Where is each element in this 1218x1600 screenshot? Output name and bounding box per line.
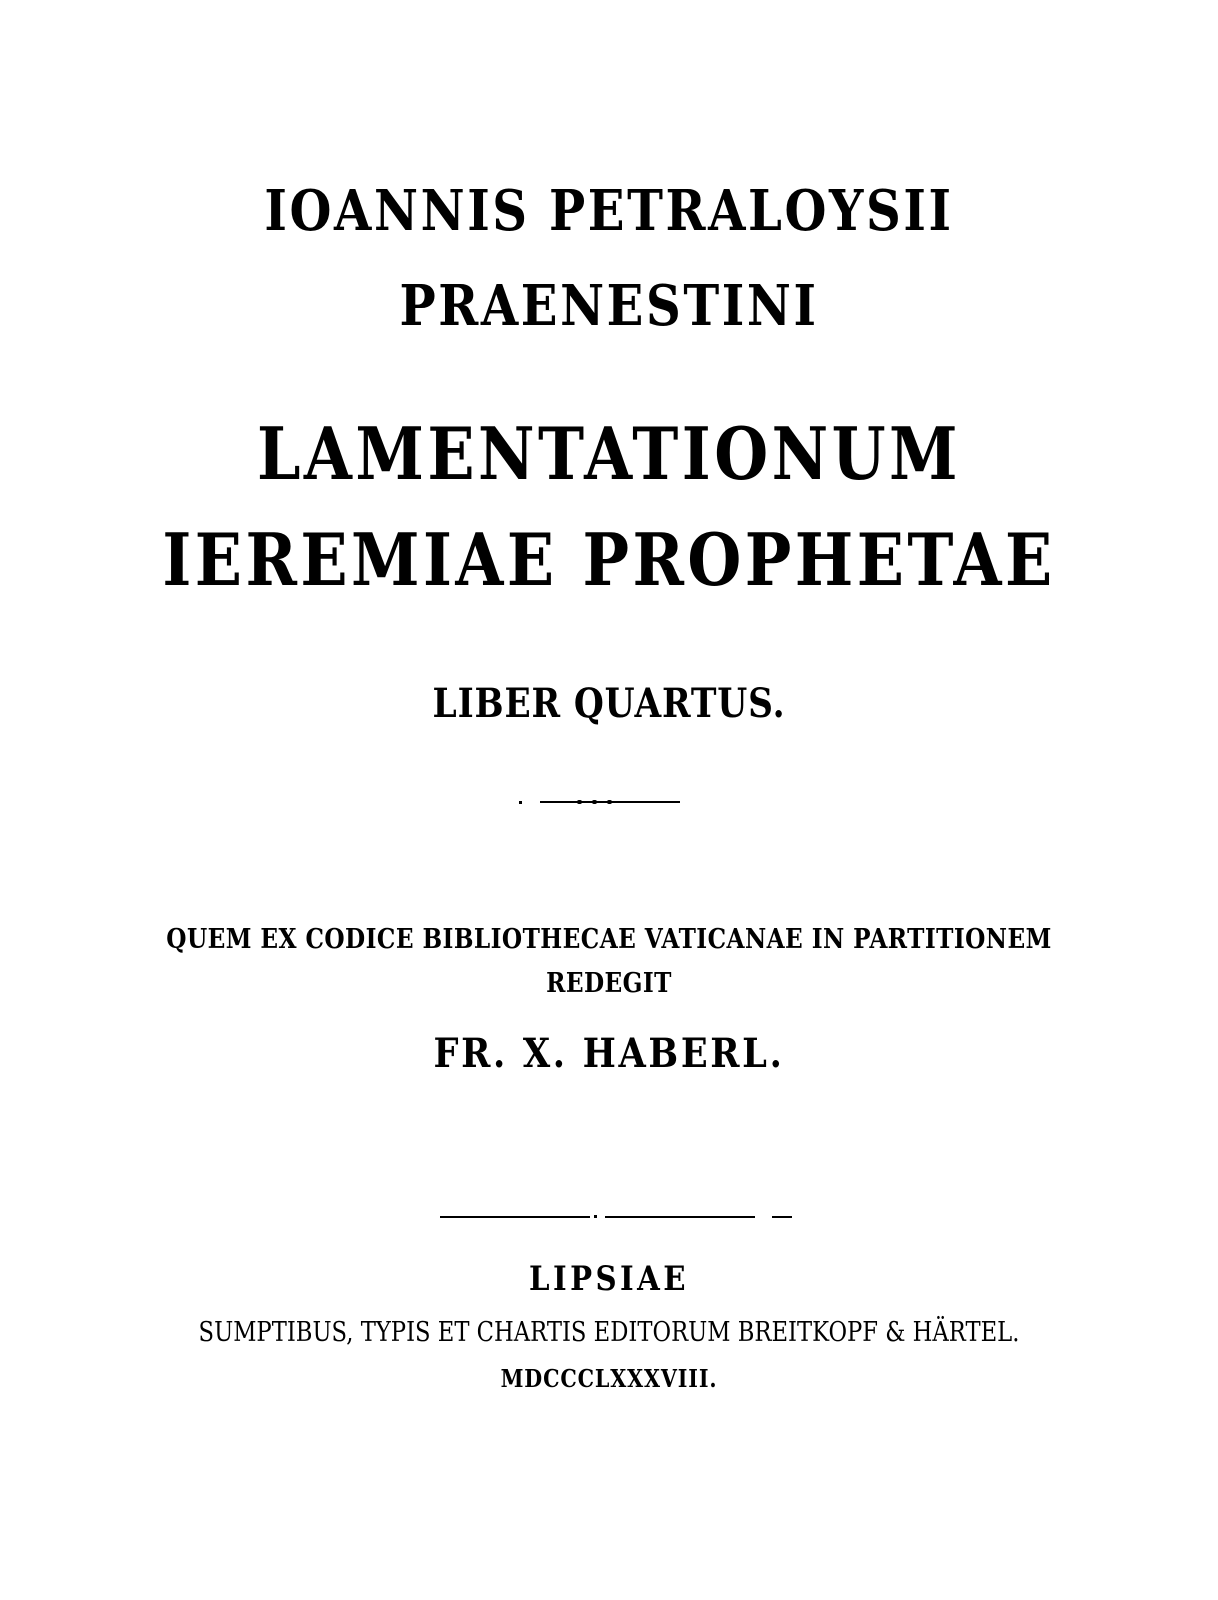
book-label: LIBER QUARTUS. [432,680,786,727]
editor-name: FR. X. HABERL. [433,1030,785,1077]
title-line-1: LAMENTATIONUM [256,411,962,496]
author-line-1: IOANNIS PETRALOYSII [264,178,954,244]
editor-statement-line-2: REDEGIT [546,968,672,999]
publisher: SUMPTIBUS, TYPIS ET CHARTIS EDITORUM BREITKOPF & HÄRTEL. [198,1317,1020,1348]
author-line-2: PRAENESTINI [399,273,819,339]
title-line-2: IEREMIAE PROPHETAE [162,517,1056,602]
year: MDCCCLXXXVIII. [500,1364,718,1393]
editor-statement-line-1: QUEM EX CODICE BIBLIOTHECAE VATICANAE IN PARTITIONEM [166,924,1052,955]
city: LIPSIAE [528,1259,690,1299]
